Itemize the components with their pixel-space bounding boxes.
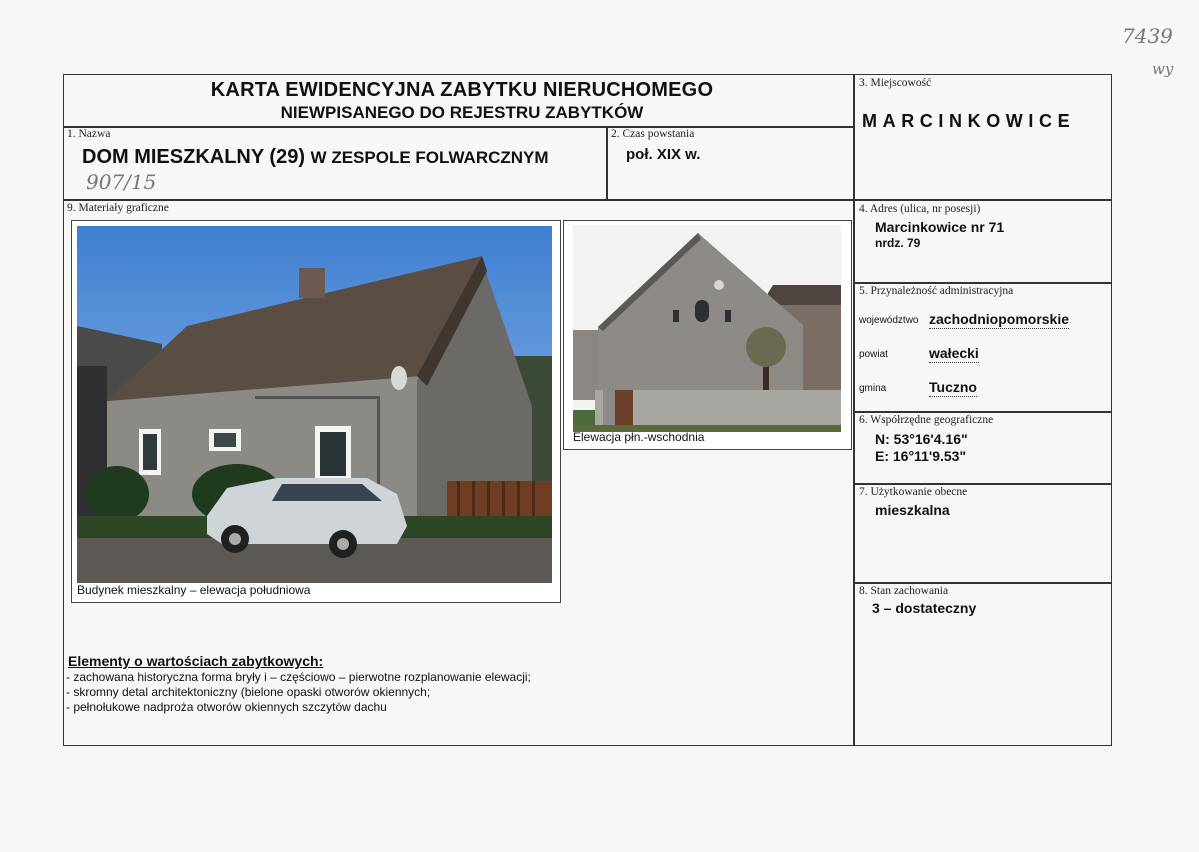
uzytkowanie-label: 7. Użytkowanie obecne [859,486,968,498]
elementy-item: - pełnołukowe nadproża otworów okiennych szczytów dachu [66,700,387,714]
wspolrzedne-label: 6. Współrzędne geograficzne [859,414,994,426]
miejscowosc-label: 3. Miejscowość [859,77,932,89]
wojewodztwo-value: zachodniopomorskie [929,311,1070,327]
photo-house-northeast-elevation [573,225,841,432]
nazwa-value-rest: W ZESPOLE FOLWARCZNYM [310,148,549,167]
powiat-value: wałecki [929,345,979,361]
adres-line2: nrdz. 79 [875,236,921,250]
adres-label: 4. Adres (ulica, nr posesji) [859,203,981,215]
uzytkowanie-value: mieszkalna [875,502,950,518]
handwritten-initials: wy [1152,60,1174,78]
materialy-label: 9. Materiały graficzne [67,202,169,214]
gmina-value: Tuczno [929,379,977,395]
divider-right-2 [853,282,1112,284]
photo1-frame [71,220,561,603]
elementy-item: - zachowana historyczna forma bryły i – częściowo – pierwotne rozplanowanie elewacji; [66,670,531,684]
photo2-frame [563,220,852,450]
przynaleznosc-label: 5. Przynależność administracyjna [859,285,1014,297]
stan-value: 3 – dostateczny [872,600,977,616]
nazwa-value [82,146,549,169]
elementy-list [66,670,531,715]
divider-nazwa-row [63,199,853,201]
stan-label: 8. Stan zachowania [859,585,949,597]
wspolrzedne-e: E: 16°11'9.53" [875,448,967,464]
nazwa-value-main: DOM MIESZKALNY (29) [82,146,311,168]
card-subtitle: NIEWPISANEGO DO REJESTRU ZABYTKÓW [280,103,644,122]
photo-house-south-elevation [77,226,552,583]
nazwa-label: 1. Nazwa [67,128,111,140]
elementy-item: - skromny detal architektoniczny (bielone opaski otworów okiennych; [66,685,431,699]
photo2-caption: Elewacja płn.-wschodnia [573,430,705,444]
divider-right-1 [853,199,1112,201]
card-title: KARTA EWIDENCYJNA ZABYTKU NIERUCHOMEGO [210,79,714,101]
czas-value: poł. XIX w. [626,146,701,163]
handwritten-register-number: 907/15 [86,170,157,194]
divider-right-3 [853,411,1112,413]
divider-header [63,126,853,128]
powiat-label: powiat [859,349,888,360]
czas-label: 2. Czas powstania [611,128,695,140]
divider-main-vertical [853,74,855,746]
adres-line1: Marcinkowice nr 71 [875,219,1005,235]
wojewodztwo-label: województwo [859,315,919,326]
photo1-caption: Budynek mieszkalny – elewacja południowa [77,583,311,597]
wspolrzedne-n: N: 53°16'4.16" [875,431,968,447]
elementy-heading: Elementy o wartościach zabytkowych: [68,653,324,669]
miejscowosc-value: MARCINKOWICE [862,111,1076,131]
handwritten-archive-number: 7439 [1122,24,1173,48]
divider-right-5 [853,582,1112,584]
gmina-label: gmina [859,383,887,394]
divider-right-4 [853,483,1112,485]
divider-nazwa-czas [606,126,608,200]
